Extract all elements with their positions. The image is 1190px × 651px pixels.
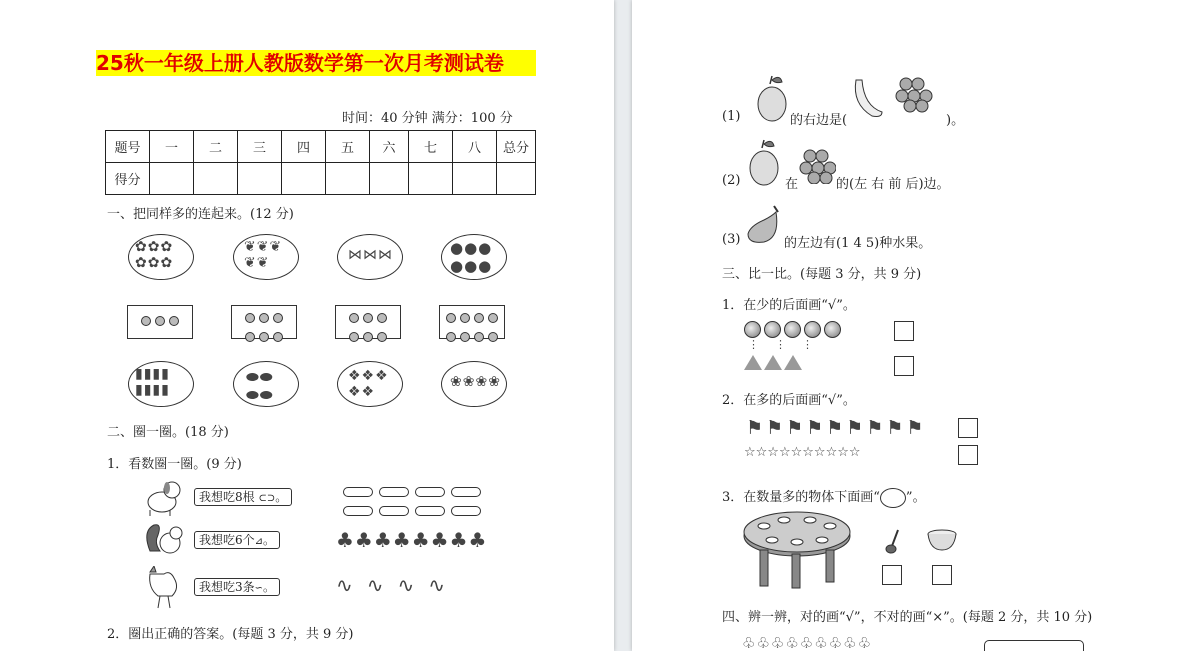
p2-text: 的(左 右 前 后)边。 xyxy=(836,177,950,192)
sub-question-num: (2) xyxy=(722,173,741,188)
bone-icon xyxy=(379,506,409,516)
leaf-icon: ❦❦❦ ❦❦ xyxy=(244,239,283,271)
p2-mid: 在 xyxy=(785,177,799,192)
question-3-3: 3．在数量多的物体下面画“ ”。 xyxy=(722,486,926,508)
question-3-2: 2．在多的后面画“√”。 xyxy=(722,393,856,408)
table-col: 八 xyxy=(453,131,497,163)
carrot-icon: ⊿ xyxy=(254,536,264,547)
p1-close: )。 xyxy=(946,113,965,128)
score-cell[interactable] xyxy=(282,163,326,195)
bowl-icon xyxy=(926,528,958,554)
sweet-icon: ❀❀❀❀ xyxy=(450,374,501,390)
fruit-icon xyxy=(754,72,790,124)
fruit-icon xyxy=(746,136,782,188)
answer-box[interactable] xyxy=(894,321,914,341)
worm-icon[interactable]: ∿∿∿∿ xyxy=(336,573,460,597)
answer-box[interactable] xyxy=(882,565,902,585)
score-cell[interactable] xyxy=(497,163,536,195)
table-col: 三 xyxy=(238,131,282,163)
ball-icon xyxy=(784,321,801,338)
question-2-1: 1．看数圈一圈。(9 分) xyxy=(107,457,242,472)
p3-text: 的左边有(1 4 5)种水果。 xyxy=(784,236,932,251)
dot-card[interactable] xyxy=(231,305,297,339)
right-page xyxy=(632,0,1190,651)
spoon-icon xyxy=(884,528,904,554)
answer-bubble xyxy=(984,640,1084,651)
triangles-row xyxy=(744,355,804,374)
picture-group[interactable] xyxy=(337,361,403,407)
bottle-icon: ▮▮▮▮ ▮▮▮▮ xyxy=(135,366,170,398)
table-col: 七 xyxy=(409,131,453,163)
p1-text: 的右边是( xyxy=(790,113,848,128)
score-cell[interactable] xyxy=(238,163,282,195)
bread-icon: ⬬⬬ ⬬⬬ xyxy=(246,368,274,404)
mushroom-icon: ✿✿✿ ✿✿✿ xyxy=(135,239,174,271)
fish-icon: ⋈⋈⋈ xyxy=(348,247,393,263)
speech-bubble: 我想吃6个⊿。 xyxy=(194,531,280,549)
table-col-total: 总分 xyxy=(497,131,536,163)
exam-title: 25秋一年级上册人教版数学第一次月考测试卷 xyxy=(96,50,536,76)
bone-icon xyxy=(343,506,373,516)
question-1-heading: 一、把同样多的连起来。(12 分) xyxy=(107,207,294,222)
picture-group[interactable] xyxy=(441,234,507,280)
triangle-icon xyxy=(764,355,782,370)
bone-icon xyxy=(415,506,445,516)
table-icon xyxy=(742,510,852,590)
speech-bubble: 我想吃3条∽。 xyxy=(194,578,280,596)
picture-group[interactable] xyxy=(337,234,403,280)
dot-card[interactable] xyxy=(439,305,505,339)
score-cell[interactable] xyxy=(370,163,409,195)
bone-icon xyxy=(343,487,373,497)
question-2-2: 2．圈出正确的答案。(每题 3 分，共 9 分) xyxy=(107,627,354,642)
rooster-icon xyxy=(144,566,186,610)
answer-box[interactable] xyxy=(932,565,952,585)
worm-icon: ∽ xyxy=(254,583,264,594)
score-cell[interactable] xyxy=(194,163,238,195)
picture-group[interactable] xyxy=(128,361,194,407)
ball-icon xyxy=(824,321,841,338)
candy-icon: ❖❖❖ ❖❖ xyxy=(348,368,389,400)
speech-bubble: 我想吃8根 ⊂⊃。 xyxy=(194,488,292,506)
bone-icon: ⊂⊃ xyxy=(258,493,276,504)
question-2-heading: 二、圈一圈。(18 分) xyxy=(107,425,229,440)
squirrel-icon xyxy=(142,521,186,557)
picture-group[interactable] xyxy=(233,361,299,407)
time-score-line: 时间：40 分钟 满分：100 分 xyxy=(342,111,513,126)
bone-icon xyxy=(379,487,409,497)
answer-box[interactable] xyxy=(894,356,914,376)
table-score-label: 得分 xyxy=(106,163,150,195)
triangle-icon xyxy=(744,355,762,370)
carrot-icon[interactable]: ♣♣♣♣♣♣♣♣ xyxy=(336,528,488,552)
ball-icon xyxy=(744,321,761,338)
table-col: 六 xyxy=(370,131,409,163)
answer-box[interactable] xyxy=(958,418,978,438)
score-table xyxy=(105,130,536,195)
apple-icon: ●●● ●●● xyxy=(450,239,493,275)
score-cell[interactable] xyxy=(326,163,370,195)
bone-icon xyxy=(451,506,481,516)
picture-group[interactable] xyxy=(233,234,299,280)
picture-group[interactable] xyxy=(441,361,507,407)
dog-icon xyxy=(140,478,186,518)
sub-question-num: (3) xyxy=(722,232,741,247)
question-4-heading: 四、辨一辨，对的画“√”，不对的画“×”。(每题 2 分，共 10 分) xyxy=(722,610,1093,625)
picture-group[interactable] xyxy=(128,234,194,280)
ball-icon xyxy=(804,321,821,338)
bone-icon xyxy=(415,487,445,497)
mushroom-icon: ♧♧♧♧♧♧♧♧♧ xyxy=(742,634,873,651)
dot-card[interactable] xyxy=(127,305,193,339)
flag-icon: ⚑⚑⚑⚑⚑⚑⚑⚑⚑ xyxy=(746,417,927,439)
score-cell[interactable] xyxy=(409,163,453,195)
ball-icon xyxy=(764,321,781,338)
sub-question-num: (1) xyxy=(722,109,741,124)
dotted-lines: ⋮⋮⋮ xyxy=(748,338,829,351)
table-col: 四 xyxy=(282,131,326,163)
grapes-icon xyxy=(894,74,936,114)
star-icon: ☆☆☆☆☆☆☆☆☆☆ xyxy=(744,445,861,460)
score-cell[interactable] xyxy=(150,163,194,195)
table-header-label: 题号 xyxy=(106,131,150,163)
score-cell[interactable] xyxy=(453,163,497,195)
eggplant-icon xyxy=(744,204,784,246)
triangle-icon xyxy=(784,355,802,370)
question-3-1: 1．在少的后面画“√”。 xyxy=(722,298,856,313)
bone-icon xyxy=(451,487,481,497)
table-col: 一 xyxy=(150,131,194,163)
table-col: 五 xyxy=(326,131,370,163)
question-3-heading: 三、比一比。(每题 3 分，共 9 分) xyxy=(722,267,922,282)
circle-icon xyxy=(880,488,906,508)
dot-card[interactable] xyxy=(335,305,401,339)
grapes-icon xyxy=(798,146,836,184)
answer-box[interactable] xyxy=(958,445,978,465)
banana-icon xyxy=(850,74,886,122)
bones-group[interactable] xyxy=(340,482,484,520)
table-col: 二 xyxy=(194,131,238,163)
